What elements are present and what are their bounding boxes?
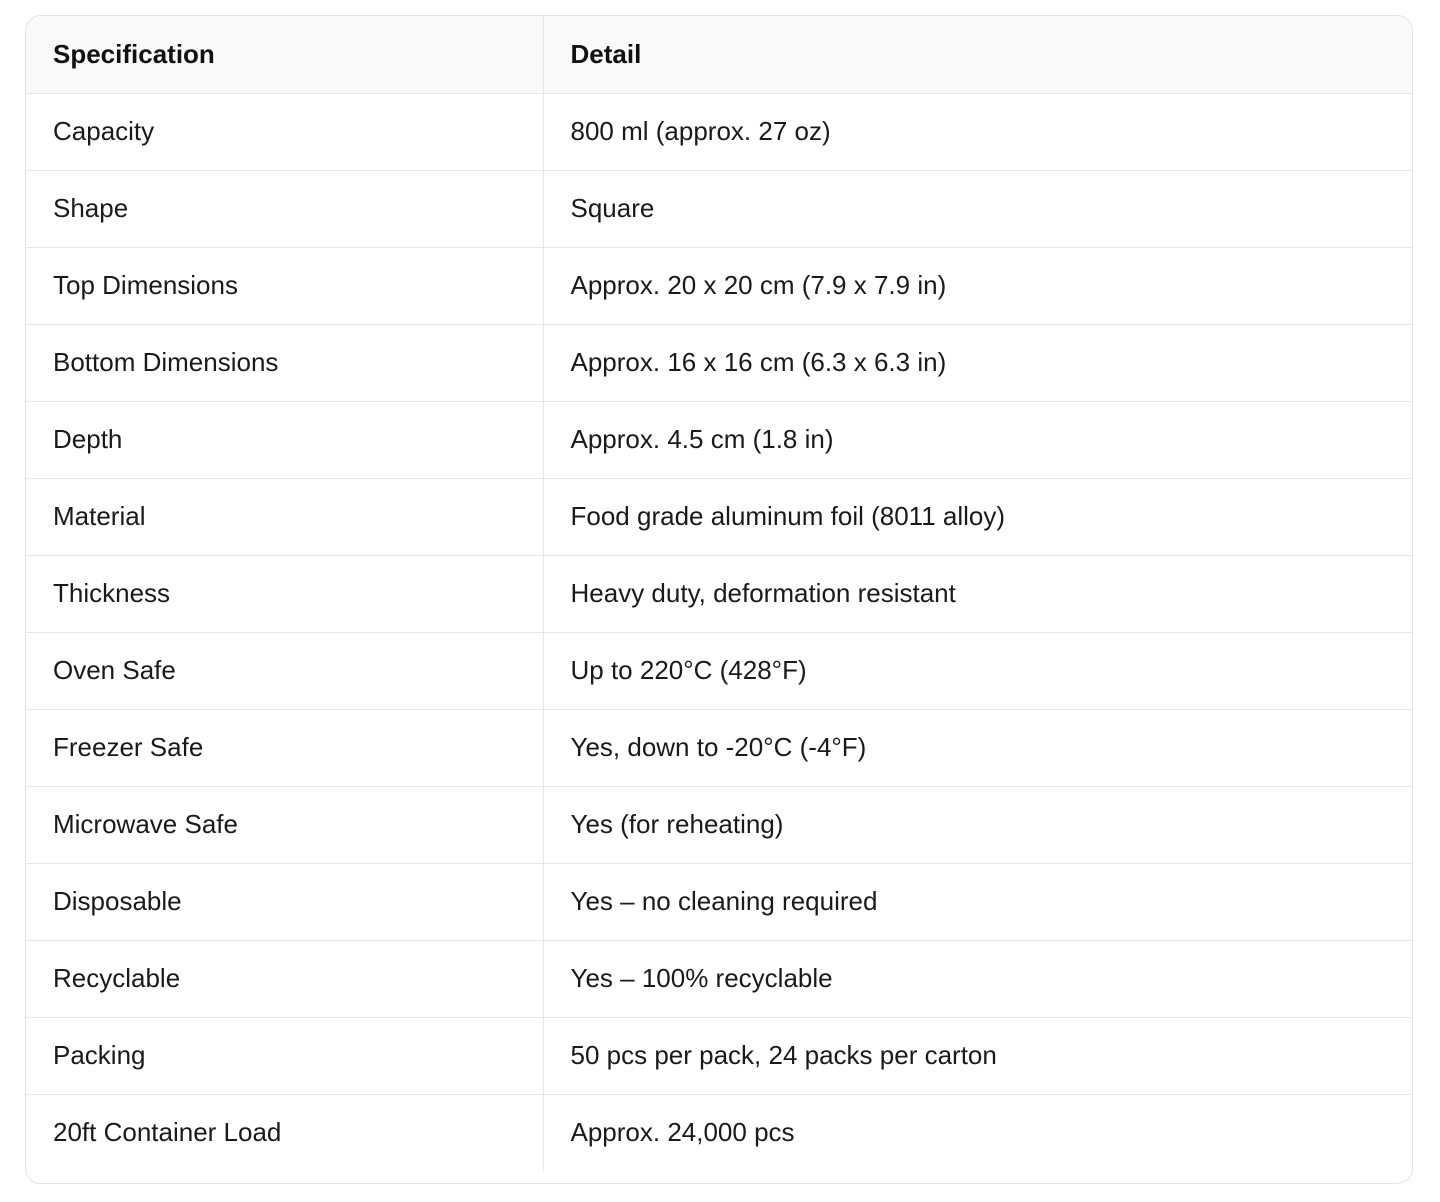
spec-cell: Bottom Dimensions — [26, 324, 543, 401]
spec-cell: Top Dimensions — [26, 247, 543, 324]
spec-cell: Recyclable — [26, 940, 543, 1017]
detail-cell: Approx. 4.5 cm (1.8 in) — [543, 401, 1412, 478]
spec-table-container — [25, 15, 1413, 1184]
spec-cell: Thickness — [26, 555, 543, 632]
table-row — [26, 324, 1412, 401]
table-row — [26, 401, 1412, 478]
header-row — [26, 16, 1412, 93]
detail-cell: Square — [543, 170, 1412, 247]
detail-cell: Yes – 100% recyclable — [543, 940, 1412, 1017]
header-specification: Specification — [26, 16, 543, 93]
spec-cell: Material — [26, 478, 543, 555]
table-header — [26, 16, 1412, 93]
spec-cell: Microwave Safe — [26, 786, 543, 863]
spec-cell: Disposable — [26, 863, 543, 940]
table-row — [26, 170, 1412, 247]
detail-cell: Yes (for reheating) — [543, 786, 1412, 863]
detail-cell: Yes – no cleaning required — [543, 863, 1412, 940]
spec-cell: Packing — [26, 1017, 543, 1094]
detail-cell: Approx. 24,000 pcs — [570, 1117, 795, 1148]
spec-cell: Freezer Safe — [26, 709, 543, 786]
spec-cell: Capacity — [26, 93, 543, 170]
detail-cell: Approx. 16 x 16 cm (6.3 x 6.3 in) — [543, 324, 1412, 401]
table-row — [26, 555, 1412, 632]
table-row — [26, 940, 1412, 1017]
spec-cell: Oven Safe — [26, 632, 543, 709]
detail-cell: Heavy duty, deformation resistant — [543, 555, 1412, 632]
detail-cell: Food grade aluminum foil (8011 alloy) — [543, 478, 1412, 555]
spec-cell: 20ft Container Load — [26, 1094, 543, 1171]
spec-table — [26, 16, 1412, 1171]
table-row — [26, 247, 1412, 324]
table-row — [26, 478, 1412, 555]
detail-cell: Approx. 20 x 20 cm (7.9 x 7.9 in) — [543, 247, 1412, 324]
table-row — [26, 786, 1412, 863]
spec-cell: Depth — [26, 401, 543, 478]
table-row — [26, 1094, 1412, 1171]
detail-cell: 50 pcs per pack, 24 packs per carton — [543, 1017, 1412, 1094]
table-row — [26, 709, 1412, 786]
spec-cell: Shape — [26, 170, 543, 247]
table-row — [26, 1017, 1412, 1094]
table-row — [26, 93, 1412, 170]
detail-cell: Up to 220°C (428°F) — [543, 632, 1412, 709]
header-detail: Detail — [543, 16, 1412, 93]
table-body — [26, 93, 1412, 1171]
detail-cell: 800 ml (approx. 27 oz) — [543, 93, 1412, 170]
detail-cell: Yes, down to -20°C (-4°F) — [543, 709, 1412, 786]
table-row — [26, 863, 1412, 940]
table-row — [26, 632, 1412, 709]
